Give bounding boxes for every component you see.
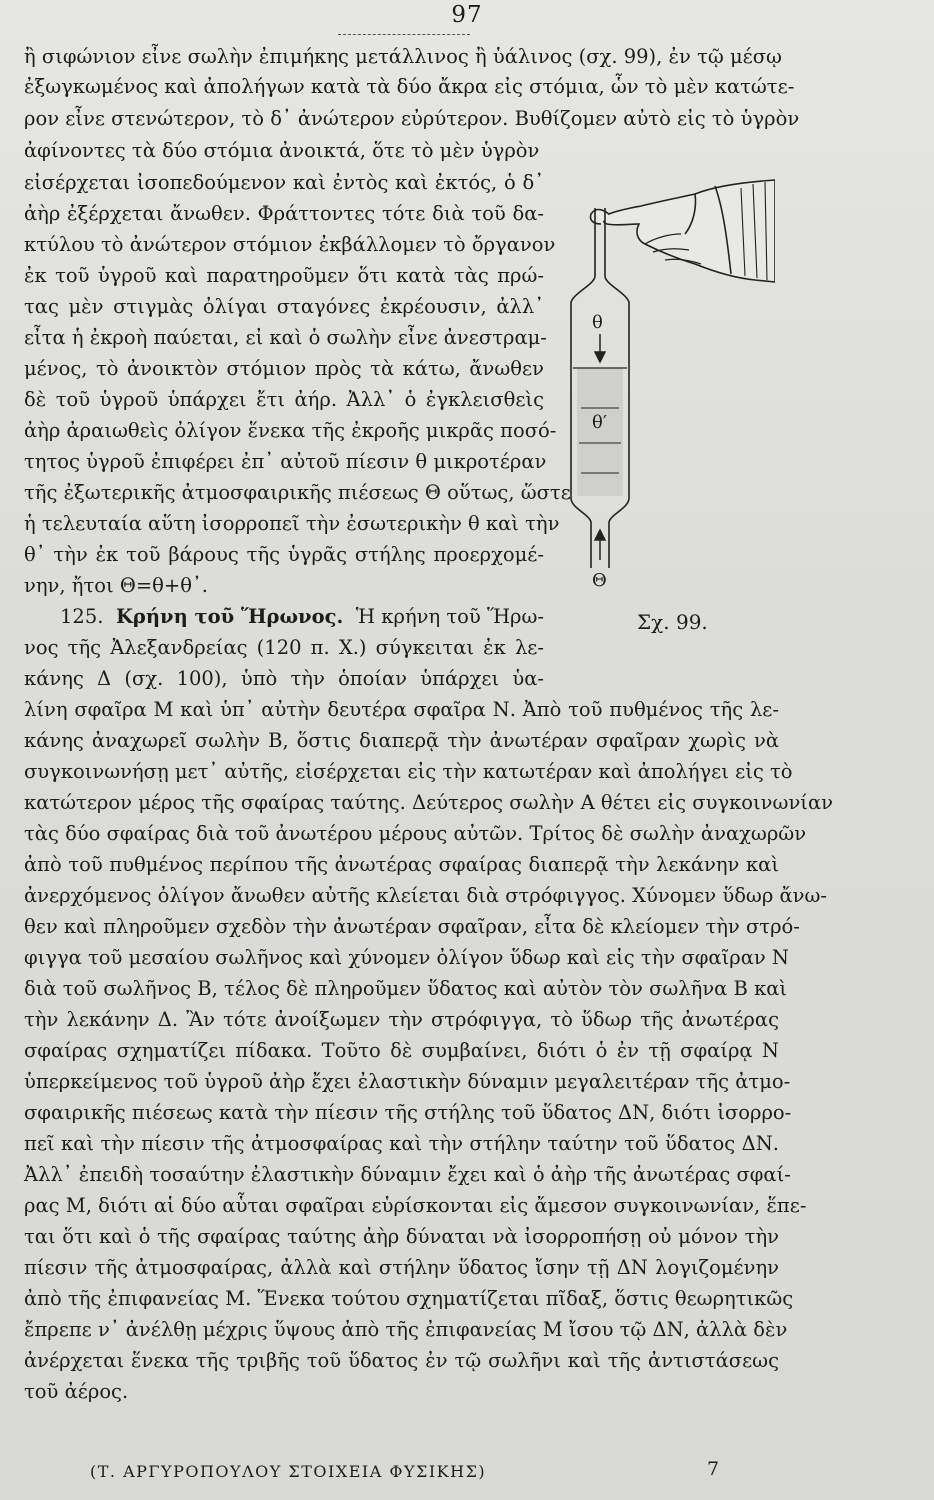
text-line: Ἀλλ᾽ ἐπειδὴ τοσαύτην ἐλαστικὴν δύναμιν ἔχει καὶ ὁ ἀὴρ τῆς ἀνωτέρας σφαί-: [24, 1163, 791, 1186]
hand-illustration: [590, 180, 775, 282]
text-line: τοῦ ἀέρος.: [24, 1380, 129, 1403]
text-line: ἀπὸ τοῦ πυθμένος περίπου τῆς ἀνωτέρας σφαίρας διαπερᾷ τὴν λεκάνην καὶ: [24, 853, 779, 876]
text-line: ἔπρεπε ν᾽ ἀνέλθῃ μέχρις ὕψους ἀπὸ τῆς ἐπιφανείας Μ ἴσου τῷ ΔΝ, ἀλλὰ δὲν: [24, 1318, 788, 1341]
text-line: ἀνερχόμενος ὀλίγον ἄνωθεν αὐτῆς κλείεται διὰ στρόφιγγος. Χύνομεν ὕδωρ ἄνω-: [24, 884, 828, 907]
text-line: πεῖ καὶ τὴν πίεσιν τῆς ἀτμοσφαίρας καὶ τὴν στήλην ταύτην τοῦ ὕδατος ΔΝ.: [24, 1132, 779, 1155]
text-line: σφαιρικῆς πιέσεως κατὰ τὴν πίεσιν τῆς στήλης τοῦ ὕδατος ΔΝ, διότι ἰσορρο-: [24, 1101, 792, 1124]
text-line: φιγγα τοῦ μεσαίου σωλῆνος καὶ χύνομεν ὀλίγον ὕδωρ καὶ εἰς τὴν σφαῖραν Ν: [24, 946, 789, 969]
text-line: κάνης Δ (σχ. 100), ὑπὸ τὴν ὁποίαν ὑπάρχει ὑα-: [24, 667, 544, 690]
pipette-figure: [545, 168, 775, 598]
figure-caption: Σχ. 99.: [637, 610, 708, 634]
text-line: σφαίρας σχηματίζει πίδακα. Τοῦτο δὲ συμβαίνει, διότι ὁ ἐν τῇ σφαίρᾳ Ν: [24, 1039, 779, 1062]
header-rule: [338, 34, 470, 35]
text-line: ἀὴρ ἀραιωθεὶς ὀλίγον ἕνεκα τῆς ἐκροῆς μικρᾶς ποσό-: [24, 419, 557, 442]
text-line: τὰς δύο σφαίρας διὰ τοῦ ἀνωτέρου μέρους αὐτῶν. Τρίτος δὲ σωλὴν ἀναχωρῶν: [24, 822, 807, 845]
text-line: λίνη σφαῖρα Μ καὶ ὑπ᾽ αὐτὴν δευτέρα σφαῖρα Ν. Ἀπὸ τοῦ πυθμένος τῆς λε-: [24, 698, 779, 721]
text-line: μένος, τὸ ἀνοικτὸν στόμιον πρὸς τὰ κάτω, ἄνωθεν: [24, 357, 544, 380]
section-first-line: [60, 605, 544, 629]
text-line: διὰ τοῦ σωλῆνος Β, τέλος δὲ πληροῦμεν ὕδατος καὶ αὐτὸν τὸν σωλῆνα Β καὶ: [24, 977, 788, 1000]
text-line: πίεσιν τῆς ἀτμοσφαίρας, ἀλλὰ καὶ στήλην ὕδατος ἴσην τῇ ΔΝ λογιζομένην: [24, 1256, 779, 1279]
text-line: ἀπὸ τῆς ἐπιφανείας Μ. Ἕνεκα τούτου σχηματίζεται πῖδαξ, ὅστις θεωρητικῶς: [24, 1287, 794, 1310]
text-line: ρον εἶνε στενώτερον, τὸ δ᾽ ἀνώτερον εὐρύτερον. Βυθίζομεν αὐτὸ εἰς τὸ ὑγρὸν: [24, 107, 800, 130]
text-line: τῆς ἐξωτερικῆς ἀτμοσφαιρικῆς πιέσεως Θ οὕτως, ὥστε: [24, 481, 571, 504]
text-line: ἡ τελευταία αὕτη ἰσορροπεῖ τὴν ἐσωτερικὴν θ καὶ τὴν: [24, 512, 560, 535]
text-line: κτύλου τὸ ἀνώτερον στόμιον ἐκβάλλομεν τὸ ὄργανον: [24, 233, 556, 256]
section-heading: Κρήνη τοῦ Ἥρωνος.: [115, 605, 344, 628]
text-line: συγκοινωνήσῃ μετ᾽ αὐτῆς, εἰσέρχεται εἰς τὴν κατωτέραν καὶ ἀπολήγει εἰς τὸ: [24, 760, 793, 783]
page-number: 97: [451, 2, 483, 28]
text-line: ἀφίνοντες τὰ δύο στόμια ἀνοικτά, ὅτε τὸ μὲν ὑγρὸν: [24, 139, 540, 162]
label-theta-inner: θ: [592, 312, 603, 333]
text-line: τητος ὑγροῦ ἐπιφέρει ἐπ᾽ αὐτοῦ πίεσιν θ μικροτέραν: [24, 450, 547, 473]
text-line: ρας Μ, διότι αἱ δύο αὗται σφαῖραι εὑρίσκονται εἰς ἄμεσον συγκοινωνίαν, ἕπε-: [24, 1194, 807, 1217]
text-line: κάνης ἀναχωρεῖ σωλὴν Β, ὅστις διαπερᾷ τὴν ἀνωτέραν σφαῖραν χωρὶς νὰ: [24, 729, 779, 752]
text-line: ται ὅτι καὶ ὁ τῆς σφαίρας ταύτης ἀὴρ δύναται νὰ ἰσορροπήσῃ οὐ μόνον τὴν: [24, 1225, 779, 1248]
footer-source: (Τ. ΑΡΓΥΡΟΠΟΥΛΟΥ ΣΤΟΙΧΕΙΑ ΦΥΣΙΚΗΣ): [90, 1462, 487, 1481]
label-theta-prime: θ′: [592, 412, 607, 433]
text-line: εἶτα ἡ ἐκροὴ παύεται, εἰ καὶ ὁ σωλὴν εἶνε ἀνεστραμ-: [24, 326, 547, 349]
text-line: ἀὴρ ἐξέρχεται ἄνωθεν. Φράττοντες τότε διὰ τοῦ δα-: [24, 202, 544, 225]
label-theta-outer: Θ: [592, 570, 607, 591]
text-line: ἐξωγκωμένος καὶ ἀπολήγων κατὰ τὰ δύο ἄκρα εἰς στόμια, ὧν τὸ μὲν κατώτε-: [24, 75, 795, 98]
text-line: εἰσέρχεται ἰσοπεδούμενον καὶ ἐντὸς καὶ ἐκτός, ὁ δ᾽: [24, 171, 544, 194]
text-line: ὑπερκείμενος τοῦ ὑγροῦ ἀὴρ ἔχει ἐλαστικὴν δύναμιν μεγαλειτέραν τῆς ἀτμο-: [24, 1070, 791, 1093]
section-number: 125.: [60, 605, 104, 628]
text-line: νος τῆς Ἀλεξανδρείας (120 π. Χ.) σύγκειται ἐκ λε-: [24, 636, 544, 659]
text-line: ἀνέρχεται ἕνεκα τῆς τριβῆς τοῦ ὕδατος ἐν τῷ σωλῆνι καὶ τῆς ἀντιστάσεως: [24, 1349, 779, 1372]
text-line: νην, ἤτοι Θ=θ+θ᾽.: [24, 574, 208, 597]
text-line: ἐκ τοῦ ὑγροῦ καὶ παρατηροῦμεν ὅτι κατὰ τὰς πρώ-: [24, 264, 544, 287]
footer-sheet-number: 7: [707, 1458, 720, 1480]
section-text: Ἡ κρήνη τοῦ Ἥρω-: [355, 605, 544, 628]
text-line: τας μὲν στιγμὰς ὀλίγαι σταγόνες ἐκρέουσιν, ἀλλ᾽: [24, 295, 544, 318]
text-line: θ᾽ τὴν ἐκ τοῦ βάρους τῆς ὑγρᾶς στήλης προερχομέ-: [24, 543, 544, 566]
text-line: κατώτερον μέρος τῆς σφαίρας ταύτης. Δεύτερος σωλὴν Α θέτει εἰς συγκοινωνίαν: [24, 791, 833, 814]
text-line: τὴν λεκάνην Δ. Ἂν τότε ἀνοίξωμεν τὴν στρόφιγγα, τὸ ὕδωρ τῆς ἀνωτέρας: [24, 1008, 779, 1031]
text-line: ἢ σιφώνιον εἶνε σωλὴν ἐπιμήκης μετάλλινος ἢ ὑάλινος (σχ. 99), ἐν τῷ μέσῳ: [24, 45, 782, 68]
text-line: δὲ τοῦ ὑγροῦ ὑπάρχει ἔτι ἀήρ. Ἀλλ᾽ ὁ ἐγκλεισθεὶς: [24, 388, 544, 411]
pipette-tube: [571, 208, 629, 568]
text-line: θεν καὶ πληροῦμεν σχεδὸν τὴν ἀνωτέραν σφαῖραν, εἶτα δὲ κλείομεν τὴν στρό-: [24, 915, 800, 938]
